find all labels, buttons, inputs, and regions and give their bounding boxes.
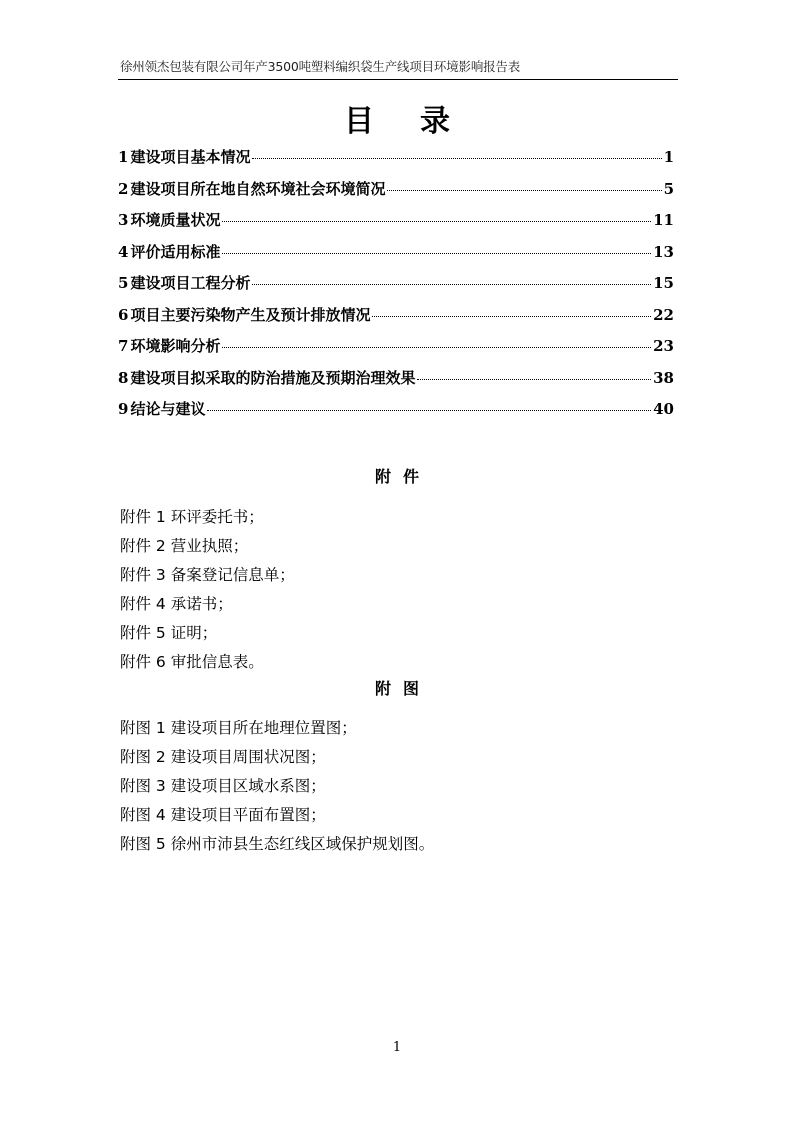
toc-entry-page: 5 bbox=[663, 179, 674, 198]
toc-entry-page: 15 bbox=[653, 274, 674, 292]
page-number: 1 bbox=[392, 1040, 402, 1055]
figure-item: 附图 3 建设项目区域水系图； bbox=[120, 777, 326, 795]
document-header: 徐州领杰包装有限公司年产3500吨塑料编织袋生产线项目环境影响报告表 bbox=[120, 59, 521, 74]
toc-entry-label: 建设项目工程分析 bbox=[130, 274, 251, 292]
attachment-item: 附件 4 承诺书； bbox=[120, 595, 233, 613]
toc-entry-number: 2 bbox=[118, 179, 129, 198]
toc-entry-number: 5 bbox=[118, 274, 129, 292]
dot-leader bbox=[372, 316, 651, 317]
toc-entry-number: 8 bbox=[118, 368, 129, 387]
attachments-heading: 附件 bbox=[374, 467, 431, 486]
dot-leader bbox=[387, 190, 661, 191]
figure-item: 附图 5 徐州市沛县生态红线区域保护规划图。 bbox=[120, 835, 435, 853]
toc-entry-page: 11 bbox=[653, 211, 674, 229]
toc-entry-label: 评价适用标准 bbox=[130, 242, 221, 261]
attachment-item: 附件 6 审批信息表。 bbox=[120, 653, 264, 671]
toc-entry-page: 40 bbox=[653, 400, 674, 418]
toc-entry[interactable] bbox=[118, 398, 674, 430]
toc-entry-number: 6 bbox=[118, 305, 129, 324]
figure-item: 附图 2 建设项目周围状况图； bbox=[120, 748, 326, 766]
figures-list bbox=[120, 716, 680, 861]
figure-item: 附图 1 建设项目所在地理位置图； bbox=[120, 719, 357, 737]
toc-entry-page: 22 bbox=[653, 305, 674, 324]
dot-leader bbox=[222, 221, 651, 222]
toc-entry[interactable] bbox=[118, 367, 674, 399]
dot-leader bbox=[222, 253, 651, 254]
attachments-list bbox=[120, 505, 680, 679]
toc-entry[interactable] bbox=[118, 146, 674, 178]
dot-leader bbox=[207, 410, 651, 411]
toc-title: 目录 bbox=[344, 104, 496, 139]
dot-leader bbox=[252, 284, 651, 285]
header-rule bbox=[118, 79, 678, 80]
toc-entry-label: 建设项目拟采取的防治措施及预期治理效果 bbox=[130, 368, 416, 387]
toc-entry-label: 建设项目基本情况 bbox=[130, 148, 251, 166]
toc-entry-label: 结论与建议 bbox=[130, 400, 206, 418]
toc-entry-number: 9 bbox=[118, 400, 129, 418]
toc-entry[interactable] bbox=[118, 209, 674, 241]
attachment-item: 附件 2 营业执照； bbox=[120, 537, 249, 555]
toc-entry-label: 项目主要污染物产生及预计排放情况 bbox=[130, 305, 371, 324]
toc-entry-page: 38 bbox=[653, 368, 674, 387]
toc-entry-page: 13 bbox=[653, 242, 674, 261]
attachment-item: 附件 1 环评委托书； bbox=[120, 508, 264, 526]
toc-entry-page: 23 bbox=[653, 337, 674, 355]
toc-entry[interactable] bbox=[118, 178, 674, 210]
toc-entry-label: 环境质量状况 bbox=[130, 211, 221, 229]
dot-leader bbox=[252, 158, 661, 159]
dot-leader bbox=[222, 347, 651, 348]
toc-entry-page: 1 bbox=[663, 148, 674, 166]
toc-entry[interactable] bbox=[118, 241, 674, 273]
toc-entry-label: 环境影响分析 bbox=[130, 337, 221, 355]
toc-entry[interactable] bbox=[118, 272, 674, 304]
table-of-contents bbox=[118, 146, 674, 430]
toc-entry[interactable] bbox=[118, 304, 674, 336]
toc-entry-number: 7 bbox=[118, 337, 129, 355]
toc-entry-label: 建设项目所在地自然环境社会环境简况 bbox=[130, 179, 386, 198]
toc-entry[interactable] bbox=[118, 335, 674, 367]
toc-entry-number: 1 bbox=[118, 148, 129, 166]
toc-entry-number: 4 bbox=[118, 242, 129, 261]
figure-item: 附图 4 建设项目平面布置图； bbox=[120, 806, 326, 824]
dot-leader bbox=[417, 379, 651, 380]
figures-heading: 附图 bbox=[374, 679, 431, 698]
attachment-item: 附件 5 证明； bbox=[120, 624, 218, 642]
attachment-item: 附件 3 备案登记信息单； bbox=[120, 566, 295, 584]
toc-entry-number: 3 bbox=[118, 211, 129, 229]
